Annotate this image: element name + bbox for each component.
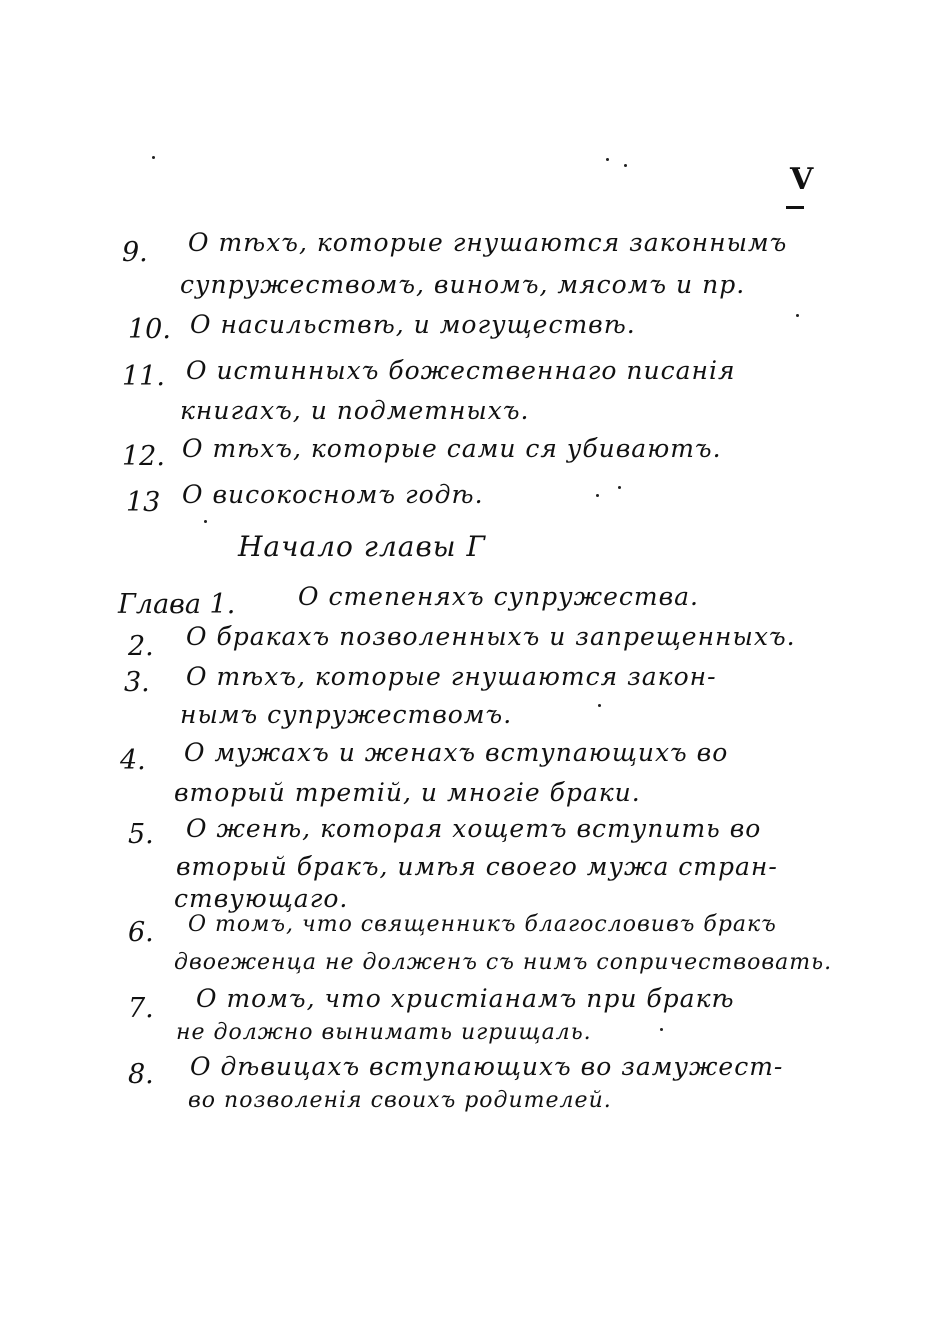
chapter-text-line: О женѣ, которая хощетъ вступить во xyxy=(186,814,762,843)
entry-text-line: супружествомъ, виномъ, мясомъ и пр. xyxy=(180,270,746,299)
chapter-number: 2. xyxy=(128,631,154,662)
ink-speck xyxy=(596,494,599,497)
chapter-text-line: О томъ, что христіанамъ при бракѣ xyxy=(196,984,735,1013)
ink-speck xyxy=(660,1028,663,1031)
chapter-number: 7. xyxy=(128,993,154,1024)
chapter-text-line: нымъ супружествомъ. xyxy=(180,700,513,729)
entry-number: 9. xyxy=(122,237,148,268)
folio-number: V xyxy=(790,162,814,197)
ink-speck xyxy=(204,520,207,523)
entry-number: 13 xyxy=(126,487,161,518)
chapter-text-line: ствующаго. xyxy=(174,884,349,913)
chapter-text-line: двоеженца не долженъ съ нимъ сопричествовать. xyxy=(174,950,833,975)
chapter-number: 4. xyxy=(120,745,146,776)
entry-text-line: О високосномъ годѣ. xyxy=(182,480,484,509)
chapter-text-line: О бракахъ позволенныхъ и запрещенныхъ. xyxy=(186,622,796,651)
chapter-number: 6. xyxy=(128,917,154,948)
ink-speck xyxy=(624,164,627,167)
entry-text-line: книгахъ, и подметныхъ. xyxy=(180,396,530,425)
entry-number: 10. xyxy=(128,314,171,345)
chapter-text-line: во позволенія своихъ родителей. xyxy=(188,1088,612,1113)
chapter-text-line: вторый бракъ, имѣя своего мужа стран- xyxy=(176,852,778,881)
chapter-text-line: О дѣвицахъ вступающихъ во замужест- xyxy=(190,1052,784,1081)
entry-text-line: О тѣхъ, которые гнушаются законнымъ xyxy=(188,228,788,257)
chapter-text-line: вторый третій, и многіе браки. xyxy=(174,778,641,807)
chapter-number: 5. xyxy=(128,819,154,850)
chapter-number: Глава 1. xyxy=(118,589,236,620)
entry-text-line: О насильствѣ, и могуществѣ. xyxy=(190,310,636,339)
ink-speck xyxy=(618,486,621,489)
chapter-number: 8. xyxy=(128,1059,154,1090)
entry-number: 11. xyxy=(122,361,165,392)
chapter-text-line: О томъ, что священникъ благословивъ бракъ xyxy=(188,912,777,937)
folio-underline xyxy=(786,206,804,209)
chapter-text-line: О мужахъ и женахъ вступающихъ во xyxy=(184,738,729,767)
ink-speck xyxy=(598,704,601,707)
entry-text-line: О истинныхъ божественнаго писанія xyxy=(186,356,736,385)
ink-speck xyxy=(152,156,155,159)
ink-speck xyxy=(796,314,799,317)
chapter-text-line: О тѣхъ, которые гнушаются закон- xyxy=(186,662,717,691)
chapter-text-line: О степеняхъ супружества. xyxy=(298,582,700,611)
ink-speck xyxy=(606,158,609,161)
chapter-number: 3. xyxy=(124,667,150,698)
entry-number: 12. xyxy=(122,441,165,472)
section-heading: Начало главы Г xyxy=(238,530,487,563)
chapter-text-line: не должно вынимать игрищаль. xyxy=(176,1020,592,1045)
entry-text-line: О тѣхъ, которые сами ся убиваютъ. xyxy=(182,434,722,463)
